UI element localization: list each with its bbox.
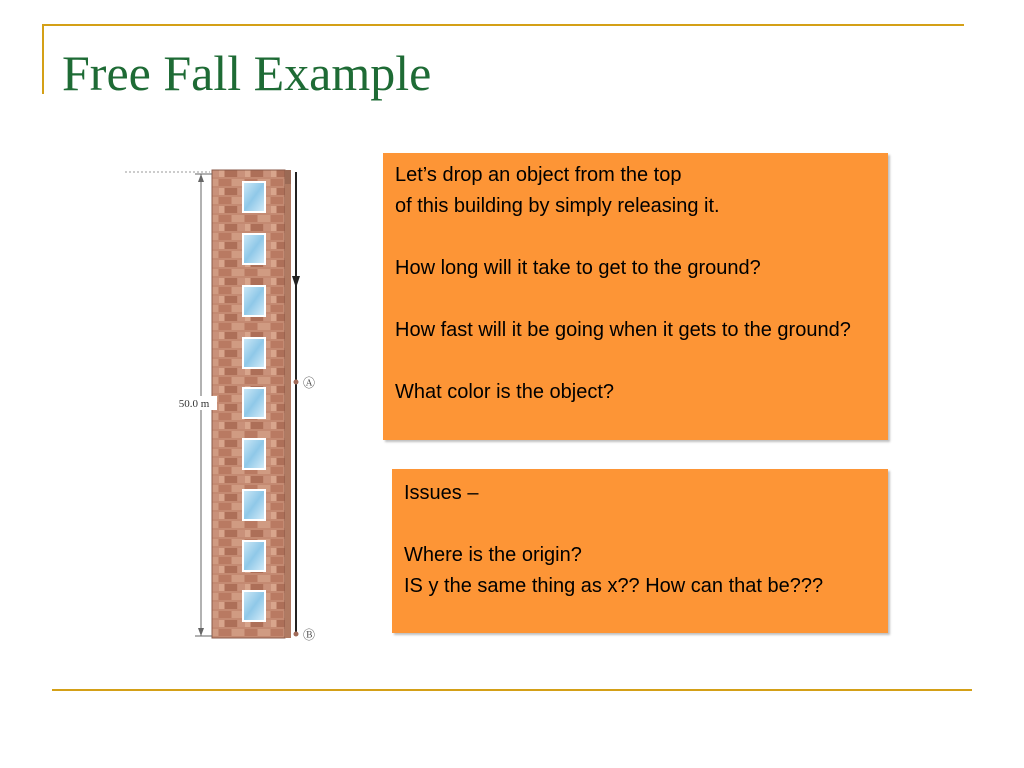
slide-title: Free Fall Example	[62, 45, 432, 101]
point-marker	[294, 380, 299, 385]
question: What color is the object?	[395, 381, 614, 403]
issues-heading: Issues –	[404, 482, 479, 504]
question: How fast will it be going when it gets to the ground?	[395, 319, 851, 341]
marker-label: Ⓑ	[303, 628, 316, 642]
building-figure	[115, 160, 335, 650]
question-box	[383, 153, 888, 440]
question: How long will it take to get to the ground?	[395, 257, 761, 279]
building-illustration	[115, 160, 335, 650]
text-line: Where is the origin?	[404, 544, 582, 566]
text-line: IS y the same thing as x?? How can that be???	[404, 575, 824, 597]
marker-label: Ⓐ	[303, 376, 316, 390]
down-arrow-icon	[292, 276, 300, 288]
left-rule	[42, 24, 44, 94]
bottom-rule	[52, 689, 972, 691]
issues-box	[392, 469, 888, 633]
height-label: 50.0 m	[178, 398, 210, 410]
top-rule	[42, 24, 964, 26]
text-line: Let’s drop an object from the top	[395, 164, 682, 186]
fall-path	[292, 172, 300, 637]
point-marker	[294, 632, 299, 637]
text-line: of this building by simply releasing it.	[395, 195, 720, 217]
windows	[243, 182, 265, 621]
